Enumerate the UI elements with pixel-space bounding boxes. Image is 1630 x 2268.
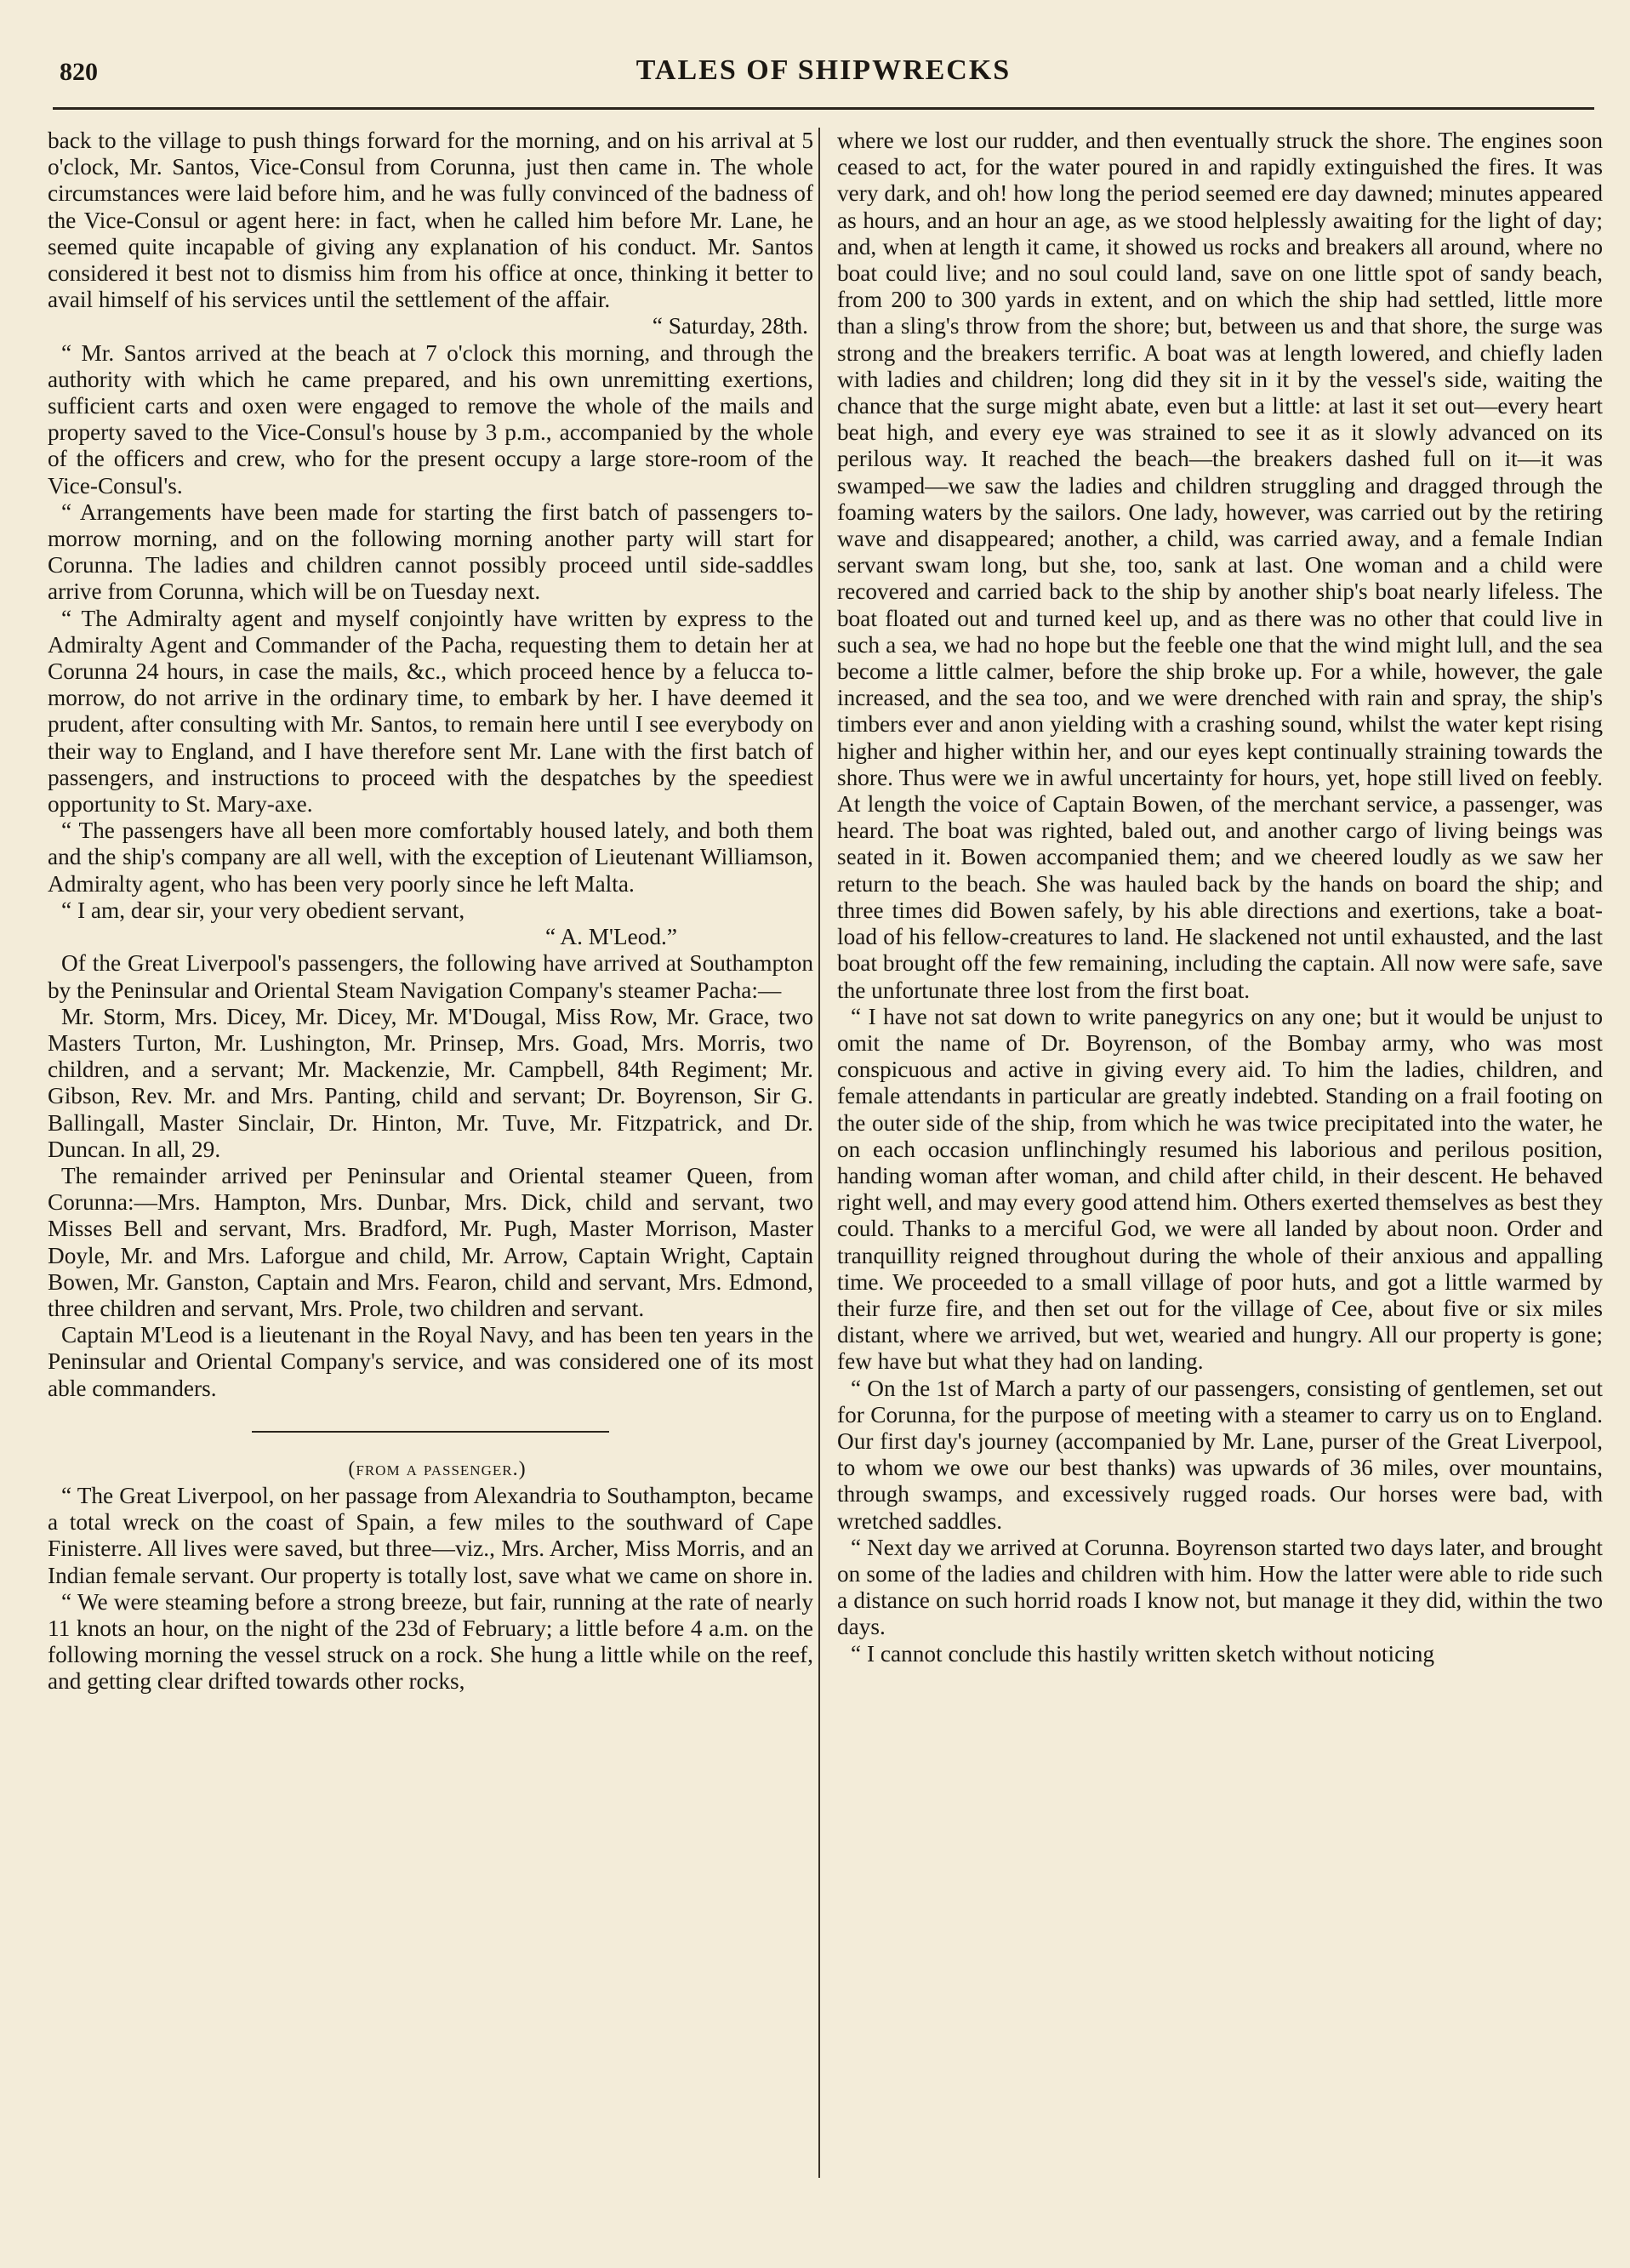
paragraph: “ Arrangements have been made for starting the first batch of passengers to-morrow morning, and on the following morning another party will start for Corunna. The ladies and children cannot possibly proceed until side-saddles arrive from Corunna, which will be on Tuesday next. <box>48 499 813 605</box>
left-column <box>48 128 813 2246</box>
paragraph: “ I cannot conclude this hastily written sketch without noticing <box>851 1640 1435 1667</box>
letter-date: “ Saturday, 28th. <box>652 313 808 339</box>
paragraph: “ I have not sat down to write panegyrics on any one; but it would be unjust to omit the name of Dr. Boyrenson, of the Bombay army, who was most conspicuous and active in giving every aid. To him the ladies, children, and female attendants in particular are greatly indebted. Standing on a frail footing on the outer side of the ship, from which he was twice precipitated into the water, he on each occasion unflinchingly resumed his laborious and perilous position, handing woman after woman, and child after child, in their descent. He behaved right well, and may every good attend him. Others exerted themselves as best they could. Thanks to a merciful God, we were all landed by about noon. Order and tranquillity reigned throughout during the whole of their anxious and appalling time. We proceeded to a small village of poor huts, and got a little warmed by their furze fire, and then set out for the village of Cee, about five or six miles distant, where we arrived, but wet, wearied and hungry. All our property is gone; few have but what they had on landing. <box>837 1003 1603 1375</box>
header-rule <box>53 107 1594 110</box>
paragraph: “ The Great Liverpool, on her passage from Alexandria to Southampton, became a total wreck on the coast of Spain, a few miles to the southward of Cape Finisterre. All lives were saved, but three—viz., Mrs. Archer, Miss Morris, and an Indian female servant. Our property is totally lost, save what we came on shore in. <box>48 1482 813 1588</box>
running-title: TALES OF SHIPWRECKS <box>635 54 1012 86</box>
passenger-list: The remainder arrived per Peninsular and Oriental steamer Queen, from Corunna:—Mrs. Hampton, Mrs. Dunbar, Mrs. Dick, child and servant, two Misses Bell and servant, Mrs. Bradford, Mr. Pugh, Master Morrison, Master Doyle, Mr. and Mrs. Laforgue and child, Mr. Arrow, Captain Wright, Captain Bowen, Mr. Ganston, Captain and Mrs. Fearon, child and servant, Mrs. Edmond, three children and servant, Mrs. Prole, two children and servant. <box>48 1162 813 1321</box>
page-number: 820 <box>60 58 98 86</box>
paragraph: back to the village to push things forward for the morning, and on his arrival at 5 o'clock, Mr. Santos, Vice-Consul from Corunna, just then came in. The whole circumstances were laid before him, and he was fully convinced of the badness of the Vice-Consul or agent here: in fact, when he called him before Mr. Lane, he seemed quite incapable of giving any explanation of his conduct. Mr. Santos considered it best not to dismiss him from his office at once, thinking it better to avail himself of his services until the settlement of the affair. <box>48 128 813 313</box>
passenger-list: Mr. Storm, Mrs. Dicey, Mr. Dicey, Mr. M'Dougal, Miss Row, Mr. Grace, two Masters Turton, Mr. Lushington, Mr. Prinsep, Mrs. Goad, Mrs. Morris, two children, and a servant; Mr. Mackenzie, Mr. Campbell, 84th Regiment; Mr. Gibson, Rev. Mr. and Mrs. Panting, child and servant; Dr. Boyrenson, Sir G. Ballingall, Master Sinclair, Dr. Hinton, Mr. Tuve, Mr. Fitzpatrick, and Dr. Duncan. In all, 29. <box>48 1003 813 1162</box>
column-divider <box>818 128 820 2178</box>
paragraph: Of the Great Liverpool's passengers, the following have arrived at Southampton by the Peninsular and Oriental Steam Navigation Company's steamer Pacha:— <box>48 950 813 1003</box>
paragraph: “ The passengers have all been more comfortably housed lately, and both them and the ship's company are all well, with the exception of Lieutenant Williamson, Admiralty agent, who has been very poorly since he left Malta. <box>48 818 813 897</box>
page-header <box>53 51 1594 99</box>
right-column <box>837 128 1603 2246</box>
section-heading: (from a passenger.) <box>348 1457 527 1480</box>
paragraph: “ Next day we arrived at Corunna. Boyrenson started two days later, and brought on some of the ladies and children with him. How the latter were able to ride such a distance on such horrid roads I know not, but manage it they did, within the two days. <box>837 1534 1603 1640</box>
paragraph: “ The Admiralty agent and myself conjointly have written by express to the Admiralty Agent and Commander of the Pacha, requesting them to detain her at Corunna 24 hours, in case the mails, &c., which proceed hence by a felucca to-morrow, do not arrive in the ordinary time, to embark by her. I have deemed it prudent, after consulting with Mr. Santos, to remain here until I see everybody on their way to England, and I have therefore sent Mr. Lane with the first batch of passengers, and instructions to proceed with the despatches by the speediest opportunity to St. Mary-axe. <box>48 605 813 818</box>
letter-sign-off: “ I am, dear sir, your very obedient servant, <box>61 897 465 923</box>
paragraph: “ We were steaming before a strong breeze, but fair, running at the rate of nearly 11 knots an hour, on the night of the 23d of February; a little before 4 a.m. on the following morning the vessel struck on a rock. She hung a little while on the reef, and getting clear drifted towards other rocks, <box>48 1588 813 1695</box>
section-divider <box>252 1431 609 1433</box>
paragraph: “ Mr. Santos arrived at the beach at 7 o'clock this morning, and through the authority with which he came prepared, and his own unremitting exertions, sufficient carts and oxen were engaged to remove the whole of the mails and property saved to the Vice-Consul's house by 3 p.m., accompanied by the whole of the officers and crew, who for the present occupy a large store-room of the Vice-Consul's. <box>48 339 813 499</box>
paragraph: Captain M'Leod is a lieutenant in the Royal Navy, and has been ten years in the Peninsular and Oriental Company's service, and was considered one of its most able commanders. <box>48 1322 813 1401</box>
letter-signature: “ A. M'Leod.” <box>544 924 677 950</box>
paragraph: where we lost our rudder, and then eventually struck the shore. The engines soon ceased to act, for the water poured in and rapidly extinguished the fires. It was very dark, and oh! how long the period seemed ere day dawned; minutes appeared as hours, and an hour an age, as we stood helplessly awaiting for the light of day; and, when at length it came, it showed us rocks and breakers all around, where no boat could live; and no soul could land, save on one little spot of sandy beach, from 200 to 300 yards in extent, and on which the ship had settled, little more than a sling's throw from the shore; but, between us and that shore, the surge was strong and the breakers terrific. A boat was at length lowered, and chiefly laden with ladies and children; long did they sit in it by the vessel's side, waiting the chance that the surge might abate, even but a little: at last it set out—every heart beat high, and every eye was strained to see it as it slowly advanced on its perilous way. It reached the beach—the breakers dashed full on it—it was swamped—we saw the ladies and children struggling and dragged through the foaming waters by the sailors. One lady, however, was carried out by the retiring wave and disappeared; another, a child, was carried away, and a female Indian servant swam long, but she, too, sank at last. One woman and a child were recovered and carried back to the ship by another ship's boat nearly lifeless. The boat floated out and turned keel up, and as there was no other that could live in such a sea, we had no hope but the feeble one that the wind might lull, and the sea become a little calmer, before the ship broke up. For a while, however, the gale increased, and the sea too, and we were drenched with rain and spray, the ship's timbers ever and anon yielding with a crashing sound, whilst the water kept rising higher and higher within her, and our eyes kept continually straining towards the shore. Thus were we in awful uncertainty for hours, yet, hope still lived on feebly. At length the voice of Captain Bowen, of the merchant service, a passenger, was heard. The boat was righted, baled out, and another cargo of living beings was seated in it. Bowen accompanied them; and we cheered loudly as we saw her return to the beach. She was hauled back by the hands on board the ship; and three times did Bowen safely, by his able directions and exertions, take a boat-load of his fellow-creatures to land. He slackened not until exhausted, and the last boat brought off the few remaining, including the captain. All now were safe, save the unfortunate three lost from the first boat. <box>837 128 1603 1003</box>
paragraph: “ On the 1st of March a party of our passengers, consisting of gentlemen, set out for Corunna, for the purpose of meeting with a steamer to carry us on to England. Our first day's journey (accompanied by Mr. Lane, purser of the Great Liverpool, to whom we owe our best thanks) was upwards of 36 miles, over mountains, through swamps, and excessively rugged roads. Our horses were bad, with wretched saddles. <box>837 1375 1603 1534</box>
